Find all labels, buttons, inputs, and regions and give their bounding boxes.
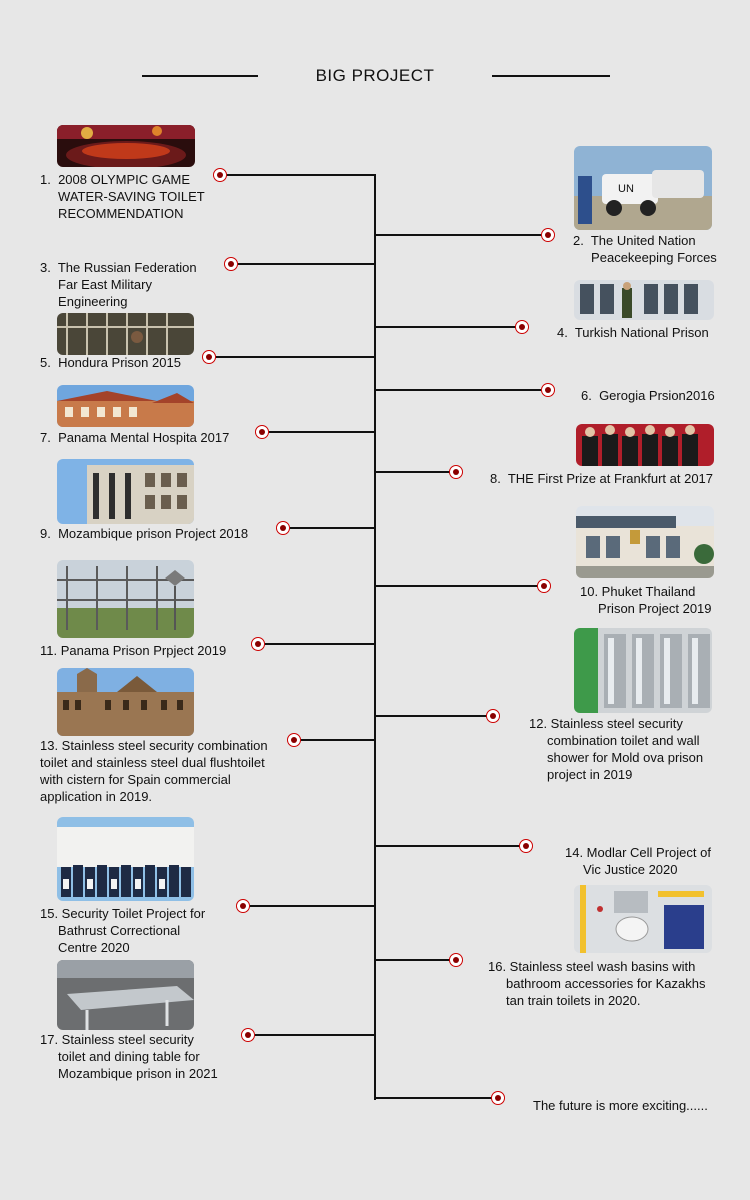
project-label-line: 17. Stainless steel security [40,1032,194,1047]
photo-un-vehicles [574,146,712,230]
timeline-dot-18 [491,1091,505,1105]
project-label-line: Mozambique prison in 2021 [40,1066,218,1081]
project-label-line: 16. Stainless steel wash basins with [488,959,696,974]
photo-olympic-stadium [57,125,195,167]
photo-spain-building [57,668,194,736]
project-label-17 [40,1031,218,1082]
photo-mozambique-prison [57,459,194,524]
project-label-line: Peacekeeping Forces [573,250,717,265]
project-label-line: 8. THE First Prize at Frankfurt at 2017 [490,471,714,486]
project-label-13 [40,737,268,805]
project-label-line: 13. Stainless steel security combination [40,738,268,753]
project-label-line: 4. Turkish National Prison [557,325,709,340]
photo-dining-tables [57,960,194,1030]
project-label-line: combination toilet and wall [529,733,700,748]
project-label-line: Prison Project 2019 [580,601,712,616]
project-label-9 [40,525,248,542]
connector-4 [375,326,516,328]
project-label-line: 3. The Russian Federation [40,260,197,275]
project-label-11 [40,642,226,659]
timeline-dot-13 [287,733,301,747]
photo-phuket-prison [576,506,714,578]
project-label-line: 6. Gerogia Prsion2016 [581,388,715,403]
connector-17 [255,1034,376,1036]
connector-16 [375,959,450,961]
connector-13 [301,739,376,741]
connector-10 [375,585,538,587]
project-label-line: Vic Justice 2020 [565,862,678,877]
project-label-line: Engineering [40,294,128,309]
connector-8 [375,471,450,473]
project-label-line: 10. Phuket Thailand [580,584,696,599]
project-label-line: tan train toilets in 2020. [488,993,641,1008]
project-label-line: The future is more exciting...... [533,1098,708,1113]
connector-3 [238,263,376,265]
timeline-dot-10 [537,579,551,593]
timeline-dot-17 [241,1028,255,1042]
connector-15 [250,905,376,907]
project-label-line: WATER-SAVING TOILET [40,189,205,204]
timeline-dot-8 [449,465,463,479]
project-label-line: Far East Military [40,277,152,292]
project-label-1 [40,171,205,222]
timeline-dot-4 [515,320,529,334]
photo-turkish-prison [574,280,714,320]
project-label-line: Bathrust Correctional [40,923,181,938]
timeline-dot-15 [236,899,250,913]
project-label-16 [488,958,705,1009]
connector-18 [375,1097,492,1099]
connector-12 [375,715,487,717]
project-label-line: toilet and dining table for [40,1049,200,1064]
project-label-line: 12. Stainless steel security [529,716,683,731]
photo-prison-interior [57,313,194,355]
photo-panama-prison-fence [57,560,194,638]
project-label-8 [490,470,713,487]
project-label-4 [557,324,709,341]
photo-panama-hospital [57,385,194,427]
timeline-dot-16 [449,953,463,967]
project-label-14 [565,844,711,878]
project-label-line: 1. 2008 OLYMPIC GAME [40,172,191,187]
project-label-line: project in 2019 [529,767,633,782]
connector-6 [375,389,541,391]
project-label-line: 11. Panama Prison Prpject 2019 [40,643,227,658]
project-label-line: shower for Mold ova prison [529,750,704,765]
connector-14 [375,845,520,847]
project-label-line: application in 2019. [40,789,153,804]
connector-1 [227,174,376,176]
project-label-7 [40,429,229,446]
project-label-line: Centre 2020 [40,940,130,955]
photo-group [57,817,194,901]
timeline-dot-1 [213,168,227,182]
timeline-dot-3 [224,257,238,271]
page-title: BIG PROJECT [315,66,435,85]
photo-frankfurt-award [576,424,714,466]
project-label-12 [529,715,703,783]
project-label-line: 15. Security Toilet Project for [40,906,206,921]
project-label-18 [533,1097,708,1114]
project-label-line: with cistern for Spain commercial [40,772,231,787]
project-label-line: 5. Hondura Prison 2015 [40,355,181,370]
project-label-15 [40,905,205,956]
project-label-line: RECOMMENDATION [40,206,184,221]
timeline-dot-14 [519,839,533,853]
connector-2 [375,234,541,236]
project-label-6 [581,387,715,404]
timeline-dot-9 [276,521,290,535]
timeline-dot-5 [202,350,216,364]
svg-text:UN: UN [618,183,634,195]
project-label-5 [40,354,181,371]
connector-9 [290,527,376,529]
connector-11 [265,643,376,645]
photo-train-toilet [574,885,712,953]
timeline-dot-6 [541,383,555,397]
connector-5 [216,356,376,358]
project-label-line: 7. Panama Mental Hospita 2017 [40,430,230,445]
photo-stainless-cubicles [574,628,712,713]
timeline-axis [374,174,376,1100]
connector-7 [269,431,376,433]
project-label-line: bathroom accessories for Kazakhs [488,976,706,991]
timeline-dot-7 [255,425,269,439]
timeline-dot-11 [251,637,265,651]
project-label-3 [40,259,197,310]
project-label-line: 9. Mozambique prison Project 2018 [40,526,249,541]
timeline-dot-12 [486,709,500,723]
project-label-2 [573,232,717,266]
timeline-dot-2 [541,228,555,242]
header-rule-right [492,75,610,77]
project-label-10 [580,583,712,617]
project-label-line: 2. The United Nation [573,233,696,248]
project-label-line: 14. Modlar Cell Project of [565,845,711,860]
project-label-line: toilet and stainless steel dual flushtoilet [40,755,265,770]
